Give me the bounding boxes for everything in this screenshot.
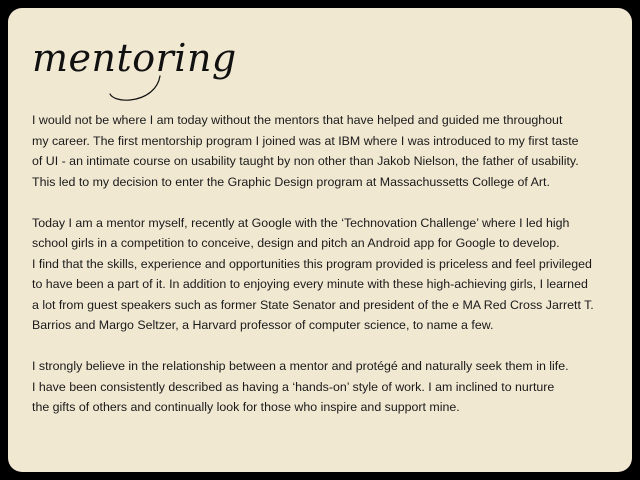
paragraph-1: [32, 110, 624, 192]
text-line: my career. The first mentorship program I joined was at IBM where I was introduced to my first taste: [32, 133, 579, 148]
text-line: This led to my decision to enter the Graphic Design program at Massachussetts College of Art.: [32, 174, 550, 189]
text-line: the gifts of others and continually look for those who inspire and support mine.: [32, 400, 460, 414]
text-line: a lot from guest speakers such as former State Senator and president of the e MA Red Cross Jarrett T.: [32, 297, 594, 312]
paragraph-3: [32, 356, 624, 418]
text-line: I find that the skills, experience and opportunities this program provided is priceless and feel privileged: [32, 256, 592, 271]
text-line: I have been consistently described as having a ‘hands-on’ style of work. I am inclined to nurture: [32, 379, 555, 394]
paragraph-2: [32, 213, 624, 336]
title-flourish-decoration: [108, 74, 178, 104]
text-line: I strongly believe in the relationship between a mentor and protégé and naturally seek them in life.: [32, 359, 569, 373]
text-line: of UI - an intimate course on usability taught by non other than Jakob Nielson, the father of usability.: [32, 154, 579, 168]
text-line: Barrios and Margo Seltzer, a Harvard professor of computer science, to name a few.: [32, 318, 494, 332]
text-line: school girls in a competition to conceive, design and pitch an Android app for Google to develop.: [32, 236, 560, 250]
page-title: mentoring: [32, 36, 237, 80]
article-body: [32, 110, 624, 438]
content-card: [8, 8, 632, 472]
text-line: I would not be where I am today without the mentors that have helped and guided me throughout: [32, 113, 563, 127]
text-line: Today I am a mentor myself, recently at Google with the ‘Technovation Challenge’ where I led high: [32, 215, 570, 230]
text-line: to have been a part of it. In addition to enjoying every minute with these high-achieving girls, I learned: [32, 277, 588, 291]
